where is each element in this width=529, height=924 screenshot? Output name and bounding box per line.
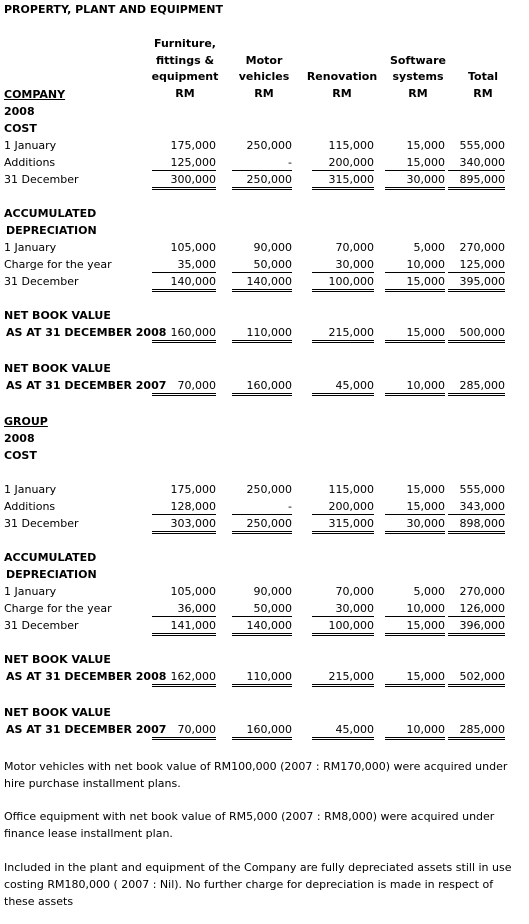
row-label: 31 December xyxy=(4,517,79,530)
company-nbv-2007-subheading: AS AT 31 DECEMBER 2007 xyxy=(6,379,167,392)
value-software-systems: 10,000 xyxy=(385,379,445,396)
row-label: 1 January xyxy=(4,483,57,496)
group-cost-heading: COST xyxy=(4,449,37,462)
column-header-line: Furniture, xyxy=(154,37,216,50)
value-furniture: 36,000 xyxy=(152,602,216,617)
value-renovation: 70,000 xyxy=(335,241,374,254)
document-title: PROPERTY, PLANT AND EQUIPMENT xyxy=(4,3,224,16)
column-header-line: Total xyxy=(467,70,499,83)
value-total: 270,000 xyxy=(459,585,505,598)
column-header-line: RM xyxy=(473,86,493,100)
value-motor-vehicles: 140,000 xyxy=(232,275,292,292)
value-renovation: 30,000 xyxy=(312,602,374,617)
value-renovation: 200,000 xyxy=(312,500,374,515)
value-total: 502,000 xyxy=(448,670,505,687)
value-total: 500,000 xyxy=(448,326,505,343)
group-nbv-2008-heading: NET BOOK VALUE xyxy=(4,653,111,666)
value-total: 898,000 xyxy=(448,517,505,534)
column-header-furniture xyxy=(150,36,220,102)
value-motor-vehicles: 160,000 xyxy=(232,723,292,740)
value-total: 285,000 xyxy=(448,379,505,396)
value-software-systems: 30,000 xyxy=(385,173,445,190)
value-renovation: 70,000 xyxy=(335,585,374,598)
value-motor-vehicles: 140,000 xyxy=(232,619,292,636)
value-furniture: 70,000 xyxy=(152,723,216,740)
column-header-line: Renovation xyxy=(306,70,378,83)
value-motor-vehicles: - xyxy=(232,500,292,515)
value-renovation: 315,000 xyxy=(312,517,374,534)
value-software-systems: 5,000 xyxy=(413,585,445,598)
column-header-line: RM xyxy=(175,86,195,100)
value-motor-vehicles: 160,000 xyxy=(232,379,292,396)
value-furniture: 300,000 xyxy=(152,173,216,190)
value-total: 270,000 xyxy=(459,241,505,254)
value-renovation: 115,000 xyxy=(328,139,374,152)
value-total: 895,000 xyxy=(448,173,505,190)
group-nbv-2007-subheading: AS AT 31 DECEMBER 2007 xyxy=(6,723,167,736)
group-heading: GROUP xyxy=(4,415,48,428)
value-motor-vehicles: 250,000 xyxy=(246,483,292,496)
value-furniture: 175,000 xyxy=(170,483,216,496)
value-renovation: 100,000 xyxy=(312,275,374,292)
value-renovation: 115,000 xyxy=(328,483,374,496)
value-total: 343,000 xyxy=(448,500,505,515)
value-software-systems: 5,000 xyxy=(413,241,445,254)
value-software-systems: 10,000 xyxy=(385,258,445,273)
note-fully-depreciated: Included in the plant and equipment of the Company are fully depreciated assets still in use costing RM180,000 ( 2007 : Nil). No further charge for depreciation is made in respect of these assets xyxy=(4,861,512,908)
column-header-line: Motor xyxy=(245,53,283,67)
value-total: 555,000 xyxy=(459,483,505,496)
value-motor-vehicles: 90,000 xyxy=(253,241,292,254)
value-software-systems: 15,000 xyxy=(385,500,445,515)
value-renovation: 315,000 xyxy=(312,173,374,190)
value-software-systems: 15,000 xyxy=(385,156,445,171)
value-motor-vehicles: 110,000 xyxy=(232,326,292,343)
value-software-systems: 15,000 xyxy=(385,326,445,343)
column-header-line: RM xyxy=(408,86,428,100)
value-renovation: 215,000 xyxy=(312,326,374,343)
value-software-systems: 10,000 xyxy=(385,602,445,617)
value-software-systems: 15,000 xyxy=(406,483,445,496)
value-total: 396,000 xyxy=(448,619,505,636)
value-total: 395,000 xyxy=(448,275,505,292)
group-nbv-2007-heading: NET BOOK VALUE xyxy=(4,706,111,719)
row-label: 31 December xyxy=(4,619,79,632)
column-header-line: vehicles xyxy=(238,70,290,83)
column-header-motor-vehicles xyxy=(230,53,298,103)
value-total: 125,000 xyxy=(448,258,505,273)
value-furniture: 128,000 xyxy=(152,500,216,515)
value-software-systems: 15,000 xyxy=(385,619,445,636)
row-label: 1 January xyxy=(4,585,57,598)
value-motor-vehicles: 250,000 xyxy=(232,173,292,190)
value-furniture: 105,000 xyxy=(170,241,216,254)
value-motor-vehicles: 90,000 xyxy=(253,585,292,598)
group-nbv-2008-subheading: AS AT 31 DECEMBER 2008 xyxy=(6,670,167,683)
value-software-systems: 15,000 xyxy=(406,139,445,152)
value-furniture: 125,000 xyxy=(152,156,216,171)
column-header-line: Software xyxy=(390,53,446,67)
note-hire-purchase: Motor vehicles with net book value of RM100,000 (2007 : RM170,000) were acquired under hire purchase installment plans. xyxy=(4,760,508,790)
value-motor-vehicles: 110,000 xyxy=(232,670,292,687)
value-renovation: 45,000 xyxy=(312,723,374,740)
column-header-line: fittings & xyxy=(155,53,215,67)
value-software-systems: 10,000 xyxy=(385,723,445,740)
row-label: Charge for the year xyxy=(4,602,112,615)
value-renovation: 100,000 xyxy=(312,619,374,636)
column-header-line: equipment xyxy=(151,70,219,83)
value-software-systems: 15,000 xyxy=(385,670,445,687)
value-renovation: 30,000 xyxy=(312,258,374,273)
value-furniture: 105,000 xyxy=(170,585,216,598)
value-furniture: 303,000 xyxy=(152,517,216,534)
column-header-software-systems xyxy=(385,53,451,103)
company-heading: COMPANY xyxy=(4,88,66,101)
value-furniture: 175,000 xyxy=(170,139,216,152)
group-dep-heading-1: ACCUMULATED xyxy=(4,551,97,564)
value-furniture: 70,000 xyxy=(152,379,216,396)
value-software-systems: 15,000 xyxy=(385,275,445,292)
value-motor-vehicles: 50,000 xyxy=(232,602,292,617)
group-year: 2008 xyxy=(4,432,35,445)
note-finance-lease: Office equipment with net book value of RM5,000 (2007 : RM8,000) were acquired under finance lease installment plan. xyxy=(4,810,495,840)
value-motor-vehicles: 50,000 xyxy=(232,258,292,273)
value-motor-vehicles: 250,000 xyxy=(246,139,292,152)
company-nbv-2008-heading: NET BOOK VALUE xyxy=(4,309,111,322)
value-furniture: 162,000 xyxy=(152,670,216,687)
company-year: 2008 xyxy=(4,105,35,118)
company-dep-heading-1: ACCUMULATED xyxy=(4,207,97,220)
column-header-renovation xyxy=(302,69,382,102)
row-label: Additions xyxy=(4,500,56,513)
group-dep-heading-2: DEPRECIATION xyxy=(6,568,97,581)
value-renovation: 200,000 xyxy=(312,156,374,171)
row-label: Charge for the year xyxy=(4,258,112,271)
value-renovation: 215,000 xyxy=(312,670,374,687)
value-furniture: 141,000 xyxy=(152,619,216,636)
value-motor-vehicles: - xyxy=(232,156,292,171)
row-label: 31 December xyxy=(4,173,79,186)
value-total: 285,000 xyxy=(448,723,505,740)
value-furniture: 140,000 xyxy=(152,275,216,292)
value-software-systems: 30,000 xyxy=(385,517,445,534)
value-motor-vehicles: 250,000 xyxy=(232,517,292,534)
row-label: 1 January xyxy=(4,139,57,152)
company-nbv-2007-heading: NET BOOK VALUE xyxy=(4,362,111,375)
column-header-total xyxy=(455,69,511,102)
company-cost-heading: COST xyxy=(4,122,37,135)
column-header-line: systems xyxy=(392,70,444,83)
value-total: 126,000 xyxy=(448,602,505,617)
value-renovation: 45,000 xyxy=(312,379,374,396)
value-total: 555,000 xyxy=(459,139,505,152)
row-label: Additions xyxy=(4,156,56,169)
column-header-line: RM xyxy=(254,86,274,100)
value-total: 340,000 xyxy=(448,156,505,171)
value-furniture: 160,000 xyxy=(152,326,216,343)
row-label: 31 December xyxy=(4,275,79,288)
company-nbv-2008-subheading: AS AT 31 DECEMBER 2008 xyxy=(6,326,167,339)
company-dep-heading-2: DEPRECIATION xyxy=(6,224,97,237)
row-label: 1 January xyxy=(4,241,57,254)
column-header-line: RM xyxy=(332,86,352,100)
value-furniture: 35,000 xyxy=(152,258,216,273)
